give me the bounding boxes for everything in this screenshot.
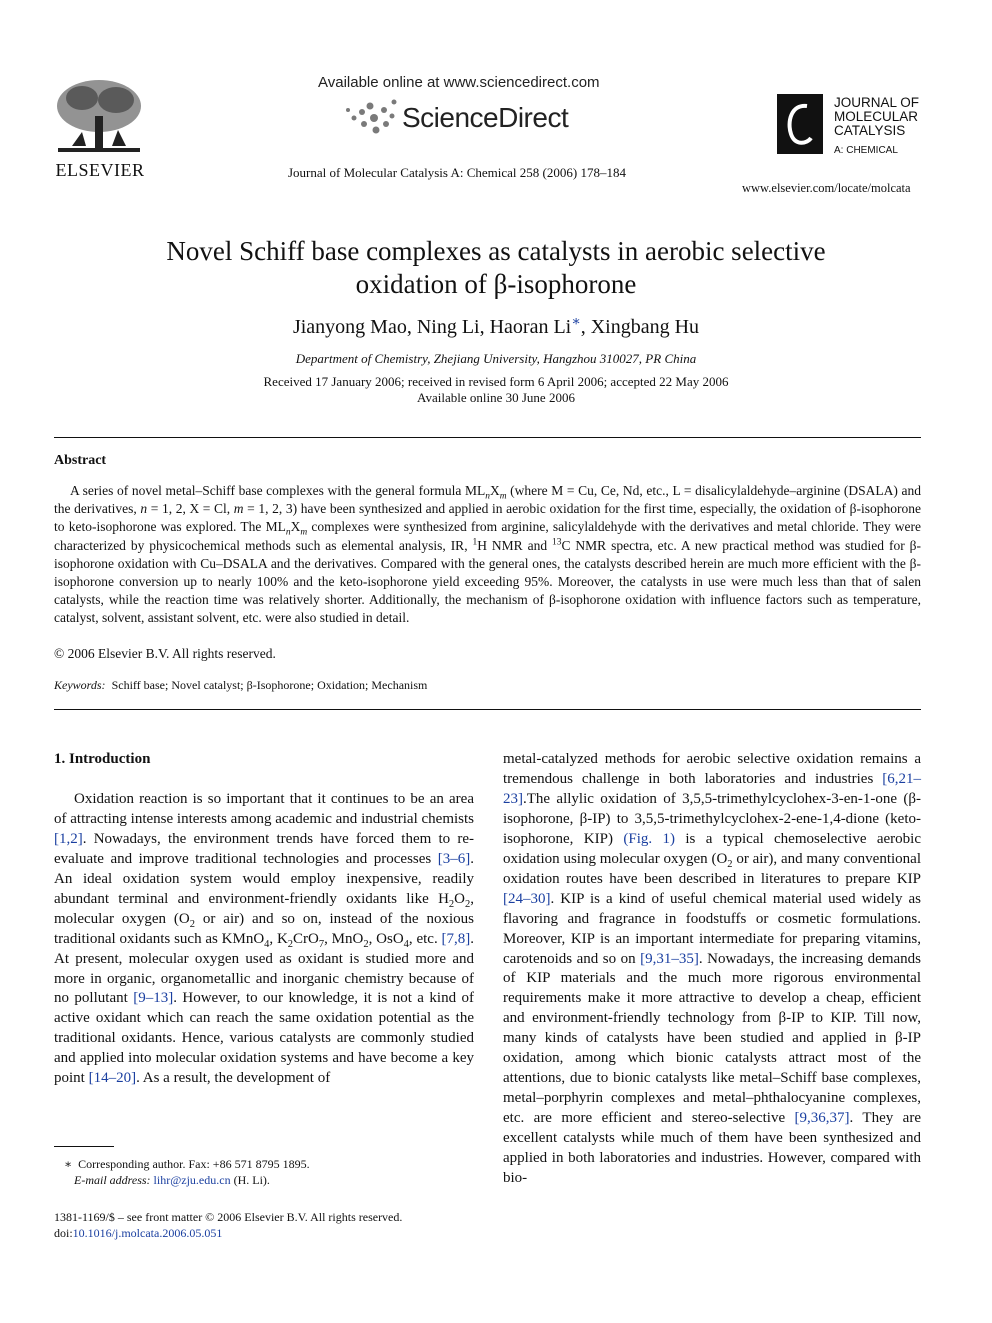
corresponding-author-note — [64, 1156, 310, 1172]
received-dates: Received 17 January 2006; received in revised form 6 April 2006; accepted 22 May 2006 — [263, 374, 729, 389]
email-label: E-mail address: — [74, 1173, 151, 1187]
doi-line — [54, 1225, 402, 1241]
citation-link[interactable]: [1,2] — [54, 830, 83, 847]
email-link[interactable]: lihr@zju.edu.cn — [153, 1173, 231, 1187]
keywords-list: Schiff base; Novel catalyst; β-Isophorone; Oxidation; Mechanism — [111, 678, 428, 692]
divider — [54, 709, 921, 710]
figure-link[interactable]: (Fig. 1) — [623, 830, 675, 847]
citation-link[interactable]: [7,8] — [441, 930, 471, 947]
sciencedirect-wordmark: ScienceDirect — [402, 102, 569, 133]
body-paragraph: Oxidation reaction is so important that it continues to be an area of attracting intense interests among academic and industrial chemists [1,2]. Nowadays, the environment trends have forced them to re-evaluate and improve traditional technologies and processes [3–6]. An ideal oxidation system would employ inexpensive, readily abundant terminal and environment-friendly oxidants like $H_2O_2$, molecular oxygen ($O_2$ or air) and so on, instead of the noxious traditional oxidants such as KMnO$_4$, $K_2CrO_7$, MnO$_2$, OsO$_4$, etc. [7,8]. At present, molecular oxygen used as oxidant is studied more and more in organic, organometallic and inorganic chemistry because of no pollutant [9–13]. However, to our knowledge, it is not a kind of active oxidant which can reach the same oxidation potential as the traditional oxidants. Hence, various catalysts are commonly studied and applied into molecular oxidation systems and have become a key point [14–20]. As a result, the development of — [54, 790, 474, 1087]
citation-link[interactable]: [6,21–23] — [503, 770, 921, 807]
available-online-text[interactable]: Available online at www.sciencedirect.com — [318, 74, 600, 91]
affiliation: Department of Chemistry, Zhejiang University, Hangzhou 310027, PR China — [295, 351, 697, 366]
publisher-name: ELSEVIER — [55, 160, 145, 180]
journal-logo-icon — [777, 94, 823, 154]
article-title — [96, 235, 896, 301]
citation-link[interactable]: [9,36,37] — [794, 1110, 850, 1127]
article-title-line: Novel Schiff base complexes as catalysts in aerobic selective — [166, 236, 826, 266]
elsevier-tree-icon — [52, 76, 146, 156]
section-heading: 1. Introduction — [54, 751, 151, 767]
abstract-heading: Abstract — [54, 453, 107, 468]
footnote-corresponding: Corresponding author. Fax: +86 571 8795 1895. — [78, 1157, 310, 1171]
corresponding-author-marker[interactable]: ∗ — [571, 314, 581, 330]
journal-logo-line: CATALYSIS — [834, 123, 906, 138]
body-column-right — [503, 750, 921, 1189]
footnote — [64, 1156, 310, 1188]
email-note — [64, 1172, 310, 1188]
available-date: Available online 30 June 2006 — [417, 390, 575, 405]
front-matter — [54, 1209, 402, 1241]
authors-main: Jianyong Mao, Ning Li, Haoran Li — [292, 316, 572, 338]
citation-link[interactable]: [14–20] — [88, 1070, 137, 1087]
footnote-divider — [54, 1146, 114, 1147]
journal-logo-line: JOURNAL OF — [834, 95, 920, 110]
journal-logo-line: MOLECULAR — [834, 109, 919, 124]
keywords-label: Keywords: — [54, 678, 106, 692]
article-history — [96, 374, 896, 406]
journal-url[interactable]: www.elsevier.com/locate/molcata — [742, 181, 911, 195]
article-title-line: oxidation of β-isophorone — [355, 269, 637, 299]
citation-link[interactable]: [9,31–35] — [640, 950, 699, 967]
issn-line: 1381-1169/$ – see front matter © 2006 Elsevier B.V. All rights reserved. — [54, 1210, 403, 1224]
keywords — [54, 678, 427, 693]
divider — [54, 437, 921, 438]
journal-logo-subtitle: A: CHEMICAL — [834, 145, 898, 156]
citation-link[interactable]: [9–13] — [133, 990, 174, 1007]
abstract-body: A series of novel metal–Schiff base complexes with the general formula $ML_nX_m$ (where M = Cu, Ce, Nd, etc., L = disalicylaldehyde–arginine (DSALA) and the derivatives, n = 1, 2, X = Cl, m = 1, 2, 3) have been synthesized and applied in aerobic oxidation for the first time, especially, the oxidation of β-isophorone to keto-isophorone was explored. The $ML_nX_m$ complexes were synthesized from arginine, salicylaldehyde with the derivatives and metal chloride. They were characterized by physicochemical methods such as elemental analysis, IR, $^1$H NMR and $^{13}$C NMR spectra, etc. A new practical method was studied for β-isophorone oxidation with Cu–DSALA and the derivatives. Compared with the general ones, the catalysts described herein are much more efficient with the β-isophorone conversion up to nearly 100% and the keto-isophorone yield exceeding 95%. Moreover, the catalysts in use were much less than that of salen catalysts, while the reaction time was relatively shorter. Additionally, the mechanism of β-isophorone oxidation with influence factors such as temperature, catalyst, solvent, assistant solvent, etc. were also studied in detail. — [54, 483, 922, 626]
body-column-left — [54, 750, 474, 1089]
doi-link[interactable]: 10.1016/j.molcata.2006.05.051 — [72, 1226, 223, 1240]
footnote-star: ∗ — [64, 1157, 73, 1171]
author-list — [96, 316, 896, 339]
body-paragraph: metal-catalyzed methods for aerobic selective oxidation remains a tremendous challenge in both laboratories and industries [6,21–23].The allylic oxidation of 3,5,5-trimethylcyclohex-3-en-1-one (β-isophorone, β-IP) to 3,5,5-trimethylcyclohex-2-ene-1,4-dione (keto-isophorone, KIP) (Fig. 1) is a typical chemoselective aerobic oxidation using molecular oxygen ($O_2$ or air), and many conventional oxidation routes have been described in literatures to prepare KIP [24–30]. KIP is a kind of useful chemical material used widely as flavoring and fragrance in foodstuffs or cosmetic formulations. Moreover, KIP is an important intermediate for preparing vitamins, carotenoids and so on [9,31–35]. Nowadays, the increasing demands of KIP materials and the much more rigorous environmental requirements make it more attractive to develop a cheap, efficient and environment-friendly technology from β-IP to KIP. Till now, many kinds of catalysts have been studied and applied in β-IP oxidation, among which bionic catalysts attract most of the attentions, due to bionic catalysts like metal–Schiff base complexes, metal–porphyrin complexes and metal–phthalocyanine complexes, etc. are more efficient and stereo-selective [9,36,37]. They are excellent catalysts while much of them have been synthesized and applied in both laboratories and industries. However, compared with bio- — [503, 751, 922, 1187]
authors-tail: , Xingbang Hu — [580, 316, 700, 338]
journal-citation: Journal of Molecular Catalysis A: Chemical 258 (2006) 178–184 — [288, 165, 626, 180]
journal-logo-title — [834, 96, 919, 138]
abstract-copyright: © 2006 Elsevier B.V. All rights reserved. — [54, 646, 276, 661]
doi-label: doi: — [54, 1226, 73, 1240]
citation-link[interactable]: [24–30] — [503, 890, 551, 907]
email-tail: (H. Li). — [233, 1173, 270, 1187]
citation-link[interactable]: [3–6] — [437, 850, 471, 867]
